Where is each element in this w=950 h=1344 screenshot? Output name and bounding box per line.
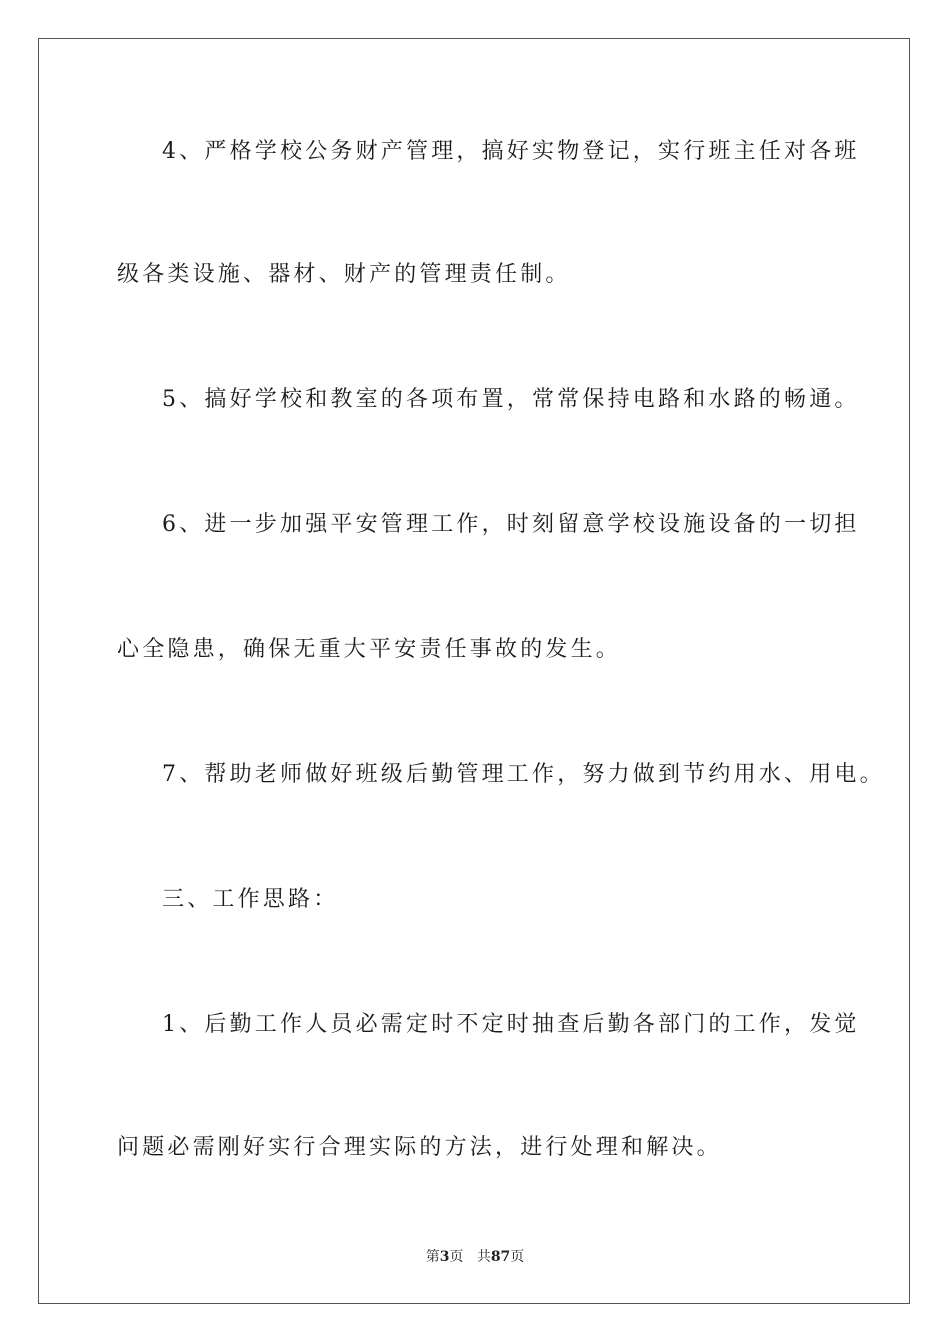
paragraph-line: 心全隐患，确保无重大平安责任事故的发生。 bbox=[117, 637, 622, 662]
paragraph-line: 级各类设施、器材、财产的管理责任制。 bbox=[117, 262, 571, 287]
section-heading: 三、工作思路： bbox=[162, 887, 339, 912]
total-pages-number: 87 bbox=[490, 1249, 511, 1265]
paragraph-line: 问题必需刚好实行合理实际的方法，进行处理和解决。 bbox=[117, 1135, 722, 1160]
paragraph-line: 4、严格学校公务财产管理，搞好实物登记，实行班主任对各班 bbox=[162, 139, 860, 164]
footer-prefix: 第 bbox=[425, 1249, 440, 1265]
footer-page-unit: 页 bbox=[449, 1249, 464, 1265]
page-border bbox=[38, 38, 910, 1304]
footer-total-prefix: 共 bbox=[476, 1249, 491, 1265]
footer-total-unit: 页 bbox=[510, 1249, 525, 1265]
paragraph-line: 5、搞好学校和教室的各项布置，常常保持电路和水路的畅通。 bbox=[162, 387, 860, 412]
paragraph-line: 1、后勤工作人员必需定时不定时抽查后勤各部门的工作，发觉 bbox=[162, 1012, 860, 1037]
current-page-number: 3 bbox=[439, 1249, 450, 1265]
paragraph-line: 7、帮助老师做好班级后勤管理工作，努力做到节约用水、用电。 bbox=[162, 762, 885, 787]
page-footer bbox=[0, 1248, 950, 1266]
paragraph-line: 6、进一步加强平安管理工作，时刻留意学校设施设备的一切担 bbox=[162, 512, 860, 537]
